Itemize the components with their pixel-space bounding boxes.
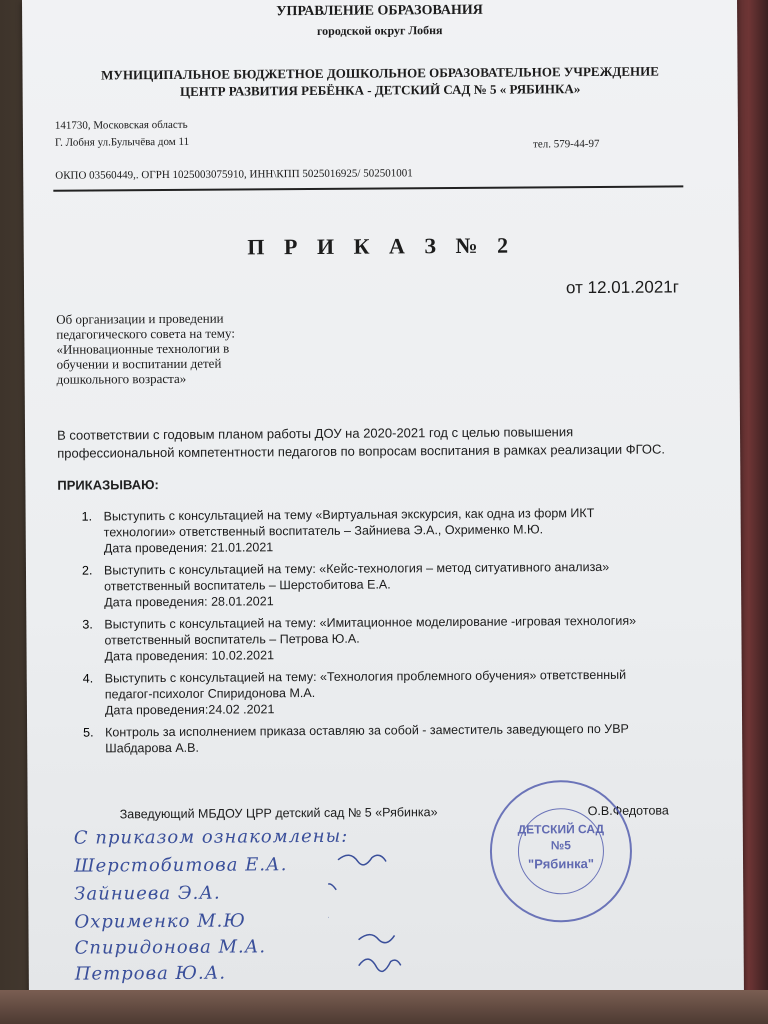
institution-line1: МУНИЦИПАЛЬНОЕ БЮДЖЕТНОЕ ДОШКОЛЬНОЕ ОБРАЗОВАТЕЛЬНОЕ УЧРЕЖДЕНИЕ — [101, 63, 659, 83]
decree-heading: ПРИКАЗЫВАЮ: — [57, 477, 159, 493]
item-line: Шабдарова А.В. — [105, 740, 199, 756]
handwritten-name: Зайниева Э.А. — [74, 882, 221, 905]
signatory-name: О.В.Федотова — [587, 803, 669, 819]
subject-line: обучении и воспитании детей — [56, 355, 222, 372]
item-line: Дата проведения: 28.01.2021 — [104, 594, 274, 610]
institution-line2: ЦЕНТР РАЗВИТИЯ РЕБЁНКА - ДЕТСКИЙ САД № 5 « РЯБИНКА» — [179, 81, 581, 99]
signatory-title: Заведующий МБДОУ ЦРР детский сад № 5 «Рябинка» — [119, 805, 438, 822]
subject-line: педагогического совета на тему: — [56, 325, 236, 342]
handwritten-heading: С приказом ознакомлены: — [73, 825, 349, 849]
org-district: городской округ Лобня — [316, 23, 443, 38]
item-line: Контроль за исполнением приказа оставляю за собой - заместитель заведующего по УВР — [105, 721, 629, 740]
item-number: 1. — [81, 509, 93, 524]
handwritten-name: Спиридонова М.А. — [74, 936, 267, 959]
subject-line: Об организации и проведении — [56, 310, 224, 327]
item-line: педагог-психолог Спиридонова М.А. — [104, 685, 316, 702]
item-line: Дата проведения:24.02 .2021 — [104, 702, 275, 718]
item-line: Дата проведения: 10.02.2021 — [104, 648, 275, 664]
phone: тел. 579-44-97 — [532, 137, 600, 151]
item-number: 2. — [81, 563, 93, 578]
preamble-line: В соответствии с годовым планом работы ДОУ на 2020-2021 год с целью повышения — [56, 424, 574, 443]
item-line: Выступить с консультацией на тему: «Имитационное моделирование -игровая технология» — [104, 613, 637, 632]
item-line: Выступить с консультацией на тему «Виртуальная экскурсия, как одна из форм ИКТ — [103, 506, 595, 524]
item-number: 4. — [82, 671, 94, 686]
address-line1: 141730, Московская область — [54, 118, 188, 132]
folder-edge — [0, 990, 768, 1024]
preamble-line: профессиональной компетентности педагогов по вопросам воспитания в рамках реализации ФГОС. — [57, 441, 666, 461]
item-line: ответственный воспитатель – Петрова Ю.А. — [104, 631, 360, 648]
item-line: Дата проведения: 21.01.2021 — [103, 540, 274, 556]
address-line2: Г. Лобня ул.Булычёва дом 11 — [54, 135, 190, 149]
seal-text: ДЕТСКИЙ САД — [517, 821, 605, 837]
handwritten-name: Петрова Ю.А. — [74, 962, 227, 985]
handwritten-name: Шерстобитова Е.А. — [73, 854, 288, 877]
codes: ОКПО 03560449,. ОГРН 1025003075910, ИНН\КПП 5025016925/ 502501001 — [55, 167, 413, 182]
order-title: П Р И К А З № 2 — [247, 232, 516, 260]
seal-text: №5 — [550, 838, 571, 853]
org-top: УПРАВЛЕНИЕ ОБРАЗОВАНИЯ — [276, 2, 483, 20]
item-number: 5. — [83, 725, 94, 740]
subject-line: дошкольного возраста» — [56, 370, 187, 387]
handwritten-name: Охрименко М.Ю — [74, 910, 246, 933]
order-date: от 12.01.2021г — [565, 277, 679, 298]
header-divider — [53, 185, 683, 191]
item-number: 3. — [82, 617, 93, 632]
signature-scribbles — [328, 847, 449, 988]
document-page — [22, 0, 744, 1000]
item-line: технологии» ответственный воспитатель – Зайниева Э.А., Охрименко М.Ю. — [103, 522, 544, 540]
seal-text: "Рябинка" — [527, 856, 595, 872]
item-line: ответственный воспитатель – Шерстобитова Е.А. — [104, 577, 391, 594]
item-line: Выступить с консультацией на тему: «Технология проблемного обучения» ответственный — [104, 667, 627, 686]
round-seal — [489, 780, 632, 923]
item-line: Выступить с консультацией на тему: «Кейс-технология – метод ситуативного анализа» — [103, 559, 610, 578]
subject-line: «Инновационные технологии в — [56, 340, 230, 357]
